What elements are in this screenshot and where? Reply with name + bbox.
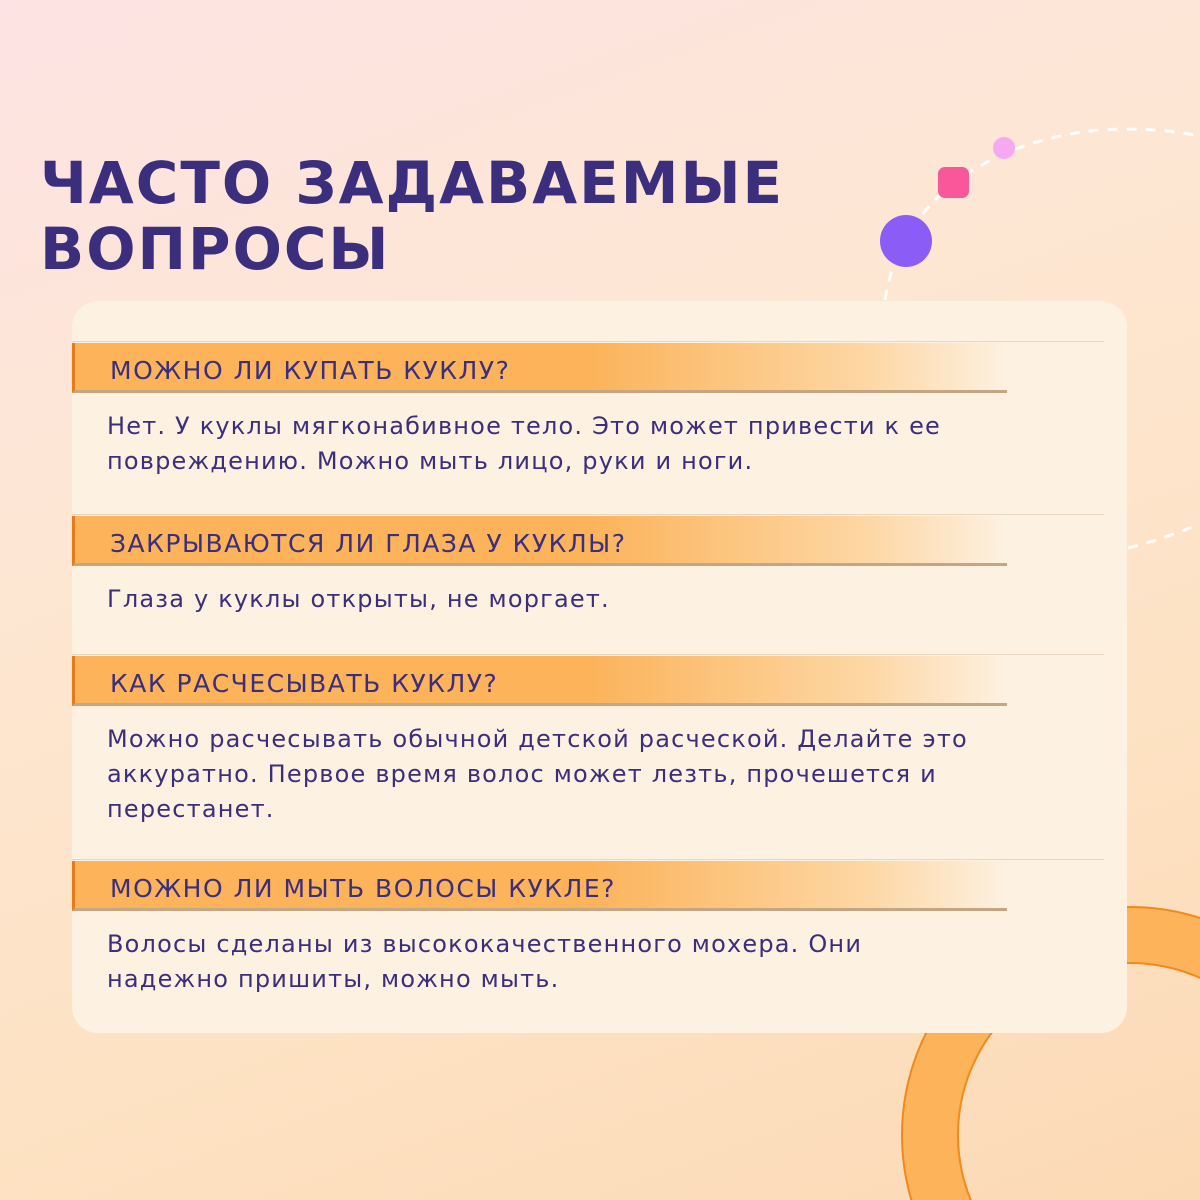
page-title: ЧАСТО ЗАДАВАЕМЫЕ ВОПРОСЫ <box>40 149 785 283</box>
question-text: КАК РАСЧЕСЫВАТЬ КУКЛУ? <box>110 669 499 698</box>
question-bar <box>72 343 1007 393</box>
dashed-orbit-line-lower <box>1128 520 1200 548</box>
answer-text: Волосы сделаны из высококачественного мохера. Они надежно пришиты, можно мыть. <box>107 930 863 993</box>
divider <box>72 654 1104 655</box>
question-text: ЗАКРЫВАЮТСЯ ЛИ ГЛАЗА У КУКЛЫ? <box>110 529 627 558</box>
purple-dot-icon <box>880 215 932 267</box>
divider <box>72 859 1104 860</box>
light-pink-dot-icon <box>993 137 1015 159</box>
divider <box>72 514 1104 515</box>
question-bar <box>72 656 1007 706</box>
pink-square-icon <box>938 167 969 198</box>
question-text: МОЖНО ЛИ КУПАТЬ КУКЛУ? <box>110 356 511 385</box>
answer-text: Нет. У куклы мягконабивное тело. Это может привести к ее повреждению. Можно мыть лицо, руки и ноги. <box>107 412 942 475</box>
answer-text: Можно расчесывать обычной детской расческой. Делайте это аккуратно. Первое время волос может лезть, прочешется и перестанет. <box>107 725 968 823</box>
divider <box>72 341 1104 342</box>
dashed-orbit-line <box>885 129 1200 300</box>
question-bar <box>72 516 1007 566</box>
question-bar <box>72 861 1007 911</box>
faq-card <box>72 301 1127 1033</box>
question-text: МОЖНО ЛИ МЫТЬ ВОЛОСЫ КУКЛЕ? <box>110 874 616 903</box>
answer-text: Глаза у куклы открыты, не моргает. <box>107 585 610 613</box>
